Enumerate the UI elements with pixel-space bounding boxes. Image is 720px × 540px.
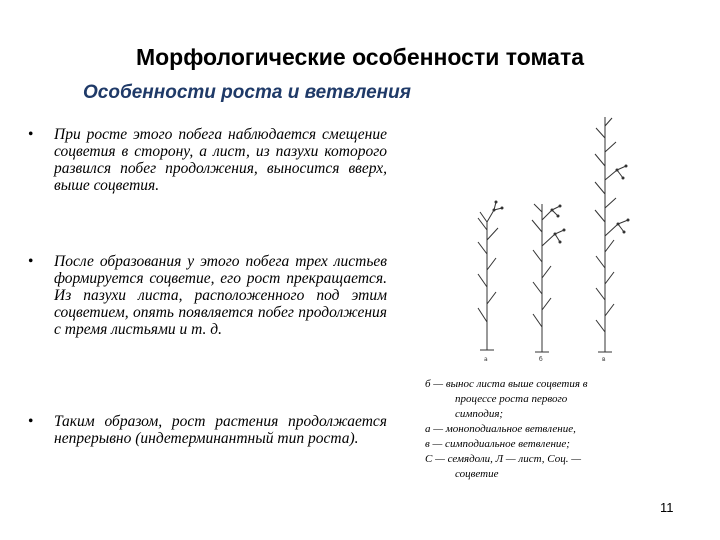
bullet-text: При росте этого побега наблюдается смещение соцветия в сторону, а лист, из пазухи которого развился побег продолжения, выносится вверх, выше соцветия. — [54, 126, 387, 194]
caption-line: а — моноподиальное ветвление, — [425, 423, 576, 435]
caption-line: в — симподиальное ветвление; — [425, 438, 570, 450]
plant-c-label: в — [602, 356, 606, 362]
bullet-text: Таким образом, рост растения продолжается непрерывно (индетерминантный тип роста). — [54, 413, 387, 447]
plant-a — [478, 202, 502, 350]
figure-caption — [425, 377, 665, 482]
caption-line: С — семядоли, Л — лист, Соц. — — [425, 453, 582, 465]
bullet-text: После образования у этого побега трех листьев формируется соцветие, его рост прекращается. Из пазухи листа, расположенного под этим соцветием, опять появляется побег продолжения с тремя листьями и т. д. — [54, 253, 387, 338]
bullet-marker: • — [28, 413, 34, 430]
plant-a-label: а — [484, 356, 488, 362]
slide-subtitle: Особенности роста и ветвления — [83, 82, 411, 103]
bullet-marker: • — [28, 253, 34, 270]
bullet-item — [22, 126, 387, 194]
bullet-marker: • — [28, 126, 34, 143]
slide-title: Морфологические особенности томата — [135, 44, 585, 70]
caption-line: процессе роста первого — [455, 393, 568, 405]
plant-b — [532, 204, 564, 352]
caption-line: соцветие — [455, 468, 499, 480]
caption-line: б — вынос листа выше соцветия в — [425, 378, 588, 390]
caption-line: симподия; — [455, 408, 504, 420]
plant-b-label: б — [539, 356, 543, 362]
bullet-item — [22, 253, 387, 338]
page-number: 11 — [660, 500, 674, 515]
tomato-branching-diagram — [460, 112, 690, 362]
plant-c — [595, 117, 628, 352]
bullet-item — [22, 413, 387, 447]
